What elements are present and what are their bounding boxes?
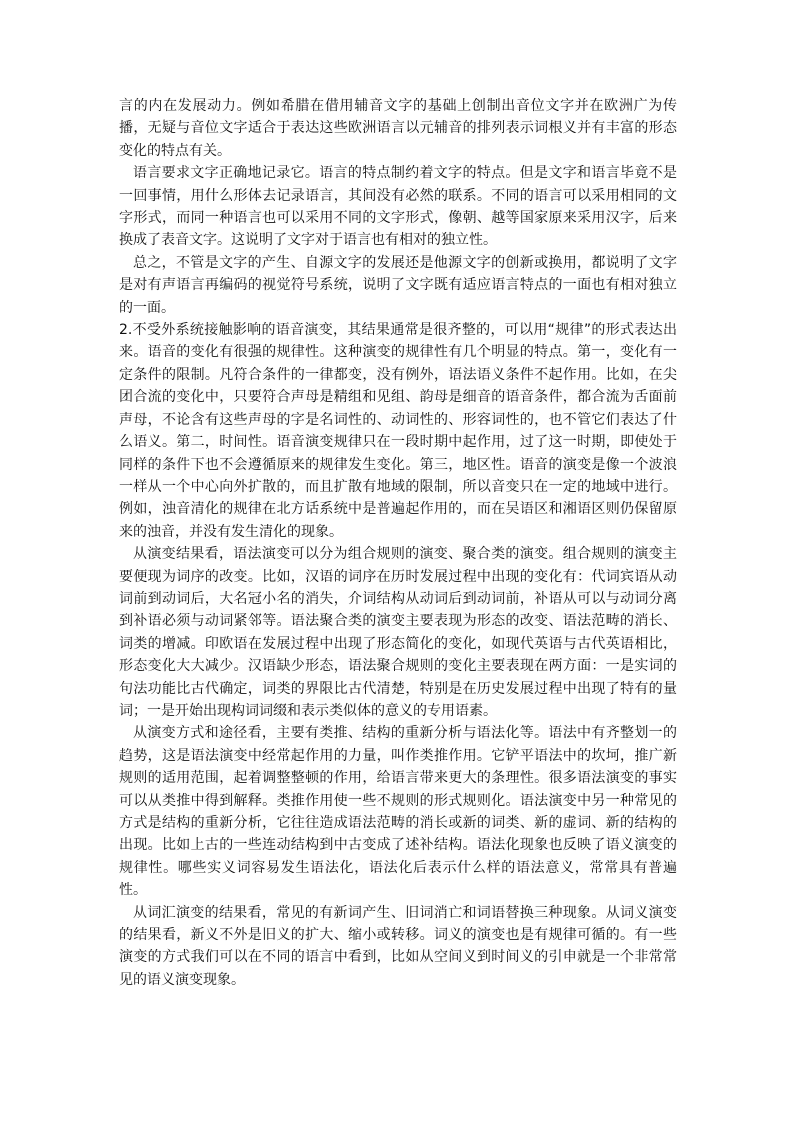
paragraph-grammar-change-methods: 从演变方式和途径看，主要有类推、结构的重新分析与语法化等。语法中有齐整划一的趋势，这是语法演变中经常起作用的力量，叫作类推作用。它铲平语法中的坎坷，推广新规则的适用范围，起着调整整顿的作用，给语言带来更大的条理性。很多语法演变的事实可以从类推中得到解释。类推作用使一些不规则的形式规则化。语法演变中另一种常见的方式是结构的重新分析，它往往造成语法范畴的消长或新的词类、新的虚词、新的结构的出现。比如上古的一些连动结构到中古变成了述补结构。语法化现象也反映了语义演变的规律性。哪些实义词容易发生语法化，语法化后表示什么样的语法意义，常常具有普遍性。 bbox=[119, 725, 677, 899]
paragraph-grammar-change-results: 从演变结果看，语法演变可以分为组合规则的演变、聚合类的演变。组合规则的演变主要便现为词序的改变。比如，汉语的词序在历时发展过程中出现的变化有：代词宾语从动词前到动词后，大名冠小名的消失，介词结构从动词后到动词前，补语从可以与动词分离到补语必须与动词紧邻等。语法聚合类的演变主要表现为形态的改变、语法范畴的消长、词类的增减。印欧语在发展过程中出现了形态简化的变化，如现代英语与古代英语相比，形态变化大大减少。汉语缺少形态，语法聚合规则的变化主要表现在两方面：一是实词的句法功能比古代确定，词类的界限比古代清楚，特别是在历史发展过程中出现了特有的量词；一是开始出现构词词缀和表示类似体的意义的专用语素。 bbox=[119, 546, 677, 719]
paragraph-lexical-change: 从词汇演变的结果看，常见的有新词产生、旧词消亡和词语替换三种现象。从词义演变的结果看，新义不外是旧义的扩大、缩小或转移。词义的演变也是有规律可循的。有一些演变的方式我们可以在不同的语言中看到，比如从空间义到时间义的引申就是一个非常常见的语义演变现象。 bbox=[119, 904, 677, 988]
paragraph-writing-records-language: 语言要求文字正确地记录它。语言的特点制约着文字的特点。但是文字和语言毕竟不是一回事情，用什么形体去记录语言，其间没有必然的联系。不同的语言可以采用相同的文字形式，而同一种语言也可以采用不同的文字形式，像朝、越等国家原来采用汉字，后来换成了表音文字。这说明了文字对于语言也有相对的独立性。 bbox=[119, 165, 677, 249]
document-body bbox=[119, 95, 677, 991]
paragraph-continuation: 言的内在发展动力。例如希腊在借用辅音文字的基础上创制出音位文字并在欧洲广为传播，无疑与音位文字适合于表达这些欧洲语言以元辅音的排列表示词根义并有丰富的形态变化的特点有关。 bbox=[119, 98, 677, 159]
paragraph-phonetic-change: 2.不受外系统接触影响的语音演变，其结果通常是很齐整的，可以用“规律”的形式表达出来。语音的变化有很强的规律性。这种演变的规律性有几个明显的特点。第一，变化有一定条件的限制。凡符合条件的一律都变，没有例外，语法语义条件不起作用。比如，在尖团合流的变化中，只要符合声母是精组和见组、韵母是细音的语音条件，都合流为舌面前声母，不论含有这些声母的字是名词性的、动词性的、形容词性的，也不管它们表达了什么语义。第二，时间性。语音演变规律只在一段时期中起作用，过了这一时期，即使处于同样的条件下也不会遵循原来的规律发生变化。第三，地区性。语音的演变是像一个波浪一样从一个中心向外扩散的，而且扩散有地域的限制，所以音变只在一定的地域中进行。例如，浊音清化的规律在北方话系统中是普遍起作用的，而在吴语区和湘语区则仍保留原来的浊音，并没有发生清化的现象。 bbox=[119, 322, 677, 540]
paragraph-summary: 总之，不管是文字的产生、自源文字的发展还是他源文字的创新或换用，都说明了文字是对有声语言再编码的视觉符号系统，说明了文字既有适应语言特点的一面也有相对独立的一面。 bbox=[119, 254, 677, 316]
